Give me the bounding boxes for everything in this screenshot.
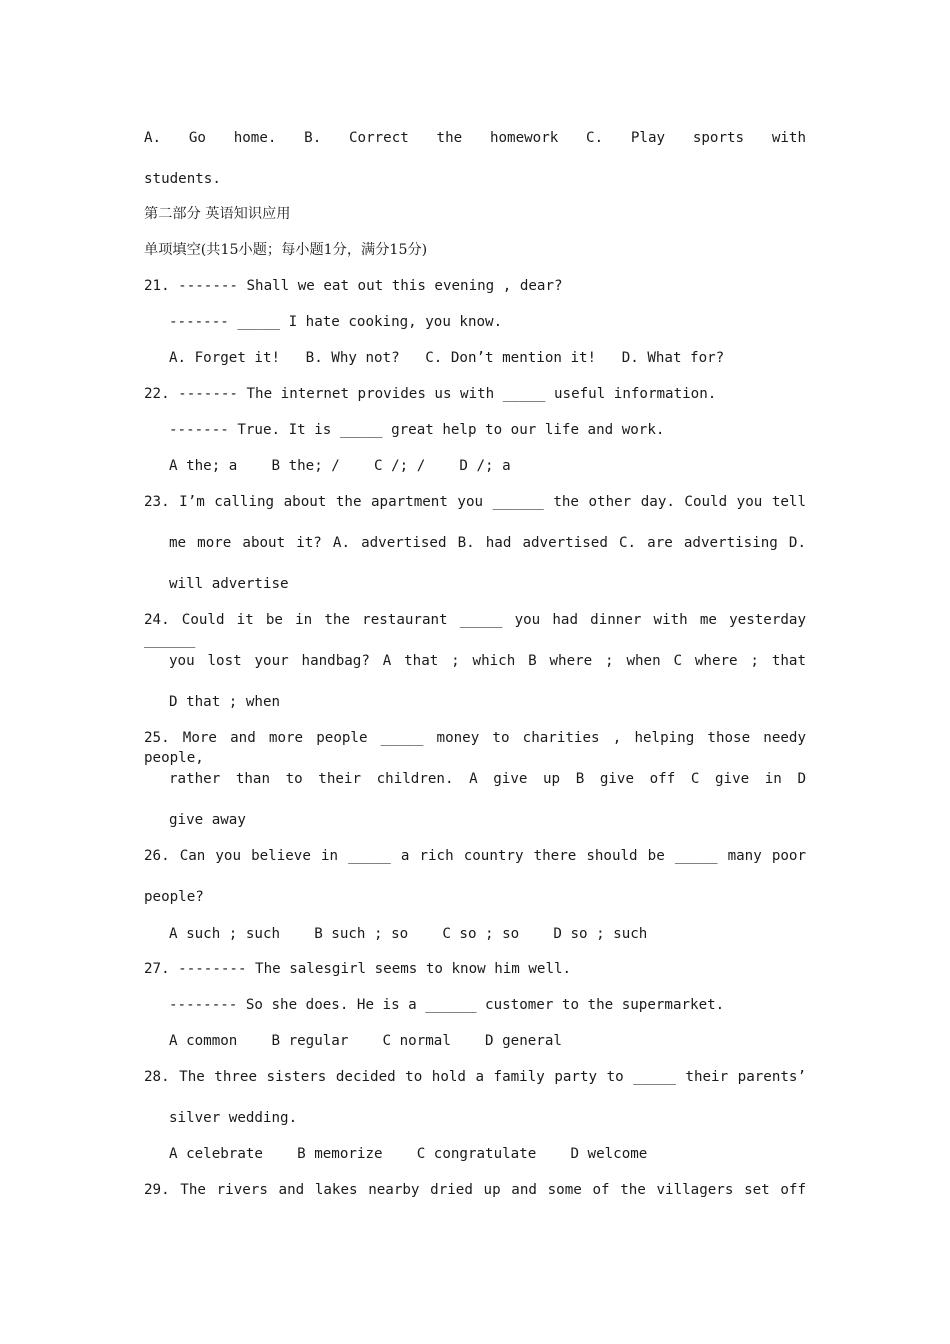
question-27-options: A common B regular C normal D general bbox=[169, 1033, 562, 1049]
question-22-reply: ------- True. It is _____ great help to our life and work. bbox=[169, 422, 665, 438]
question-29-stem: 29. The rivers and lakes nearby dried up and some of the villagers set off bbox=[144, 1182, 806, 1198]
question-25-stem: 25. More and more people _____ money to charities , helping those needy people, bbox=[144, 730, 806, 766]
subsection-heading: 单项填空(共15小题；每小题1分，满分15分) bbox=[144, 242, 428, 258]
question-22-options: A the; a B the; / C /; / D /; a bbox=[169, 458, 511, 474]
question-24-options: you lost your handbag? A that ; which B where ; when C where ; that bbox=[169, 653, 806, 669]
question-26-options: A such ; such B such ; so C so ; so D so ; such bbox=[169, 926, 648, 942]
question-28-stem-continuation: silver wedding. bbox=[169, 1110, 298, 1126]
question-23-stem: 23. I’m calling about the apartment you ______ the other day. Could you tell bbox=[144, 494, 806, 510]
question-21-options: A. Forget it! B. Why not? C. Don’t mention it! D. What for? bbox=[169, 350, 725, 366]
question-24-options-continuation: D that ; when bbox=[169, 694, 281, 710]
question-21-stem: 21. ------- Shall we eat out this evening , dear? bbox=[144, 278, 563, 294]
question-21-reply: ------- _____ I hate cooking, you know. bbox=[169, 314, 503, 330]
question-28-stem: 28. The three sisters decided to hold a family party to _____ their parents’ bbox=[144, 1069, 806, 1085]
question-26-stem: 26. Can you believe in _____ a rich country there should be _____ many poor bbox=[144, 848, 806, 864]
question-25-options: rather than to their children. A give up B give off C give in D bbox=[169, 771, 806, 787]
question-25-options-continuation: give away bbox=[169, 812, 246, 828]
question-27-reply: -------- So she does. He is a ______ customer to the supermarket. bbox=[169, 997, 725, 1013]
question-22-stem: 22. ------- The internet provides us with _____ useful information. bbox=[144, 386, 717, 402]
question-28-options: A celebrate B memorize C congratulate D welcome bbox=[169, 1146, 648, 1162]
question-23-options: me more about it? A. advertised B. had advertised C. are advertising D. bbox=[169, 535, 806, 551]
question-23-options-continuation: will advertise bbox=[169, 576, 289, 592]
question-26-stem-continuation: people? bbox=[144, 889, 204, 905]
q20-options-continuation: students. bbox=[144, 171, 221, 187]
q20-options-line: A. Go home. B. Correct the homework C. Play sports with bbox=[144, 130, 806, 146]
question-24-stem: 24. Could it be in the restaurant _____ you had dinner with me yesterday ______ bbox=[144, 612, 806, 648]
section-heading: 第二部分 英语知识应用 bbox=[144, 206, 291, 222]
question-27-stem: 27. -------- The salesgirl seems to know him well. bbox=[144, 961, 572, 977]
